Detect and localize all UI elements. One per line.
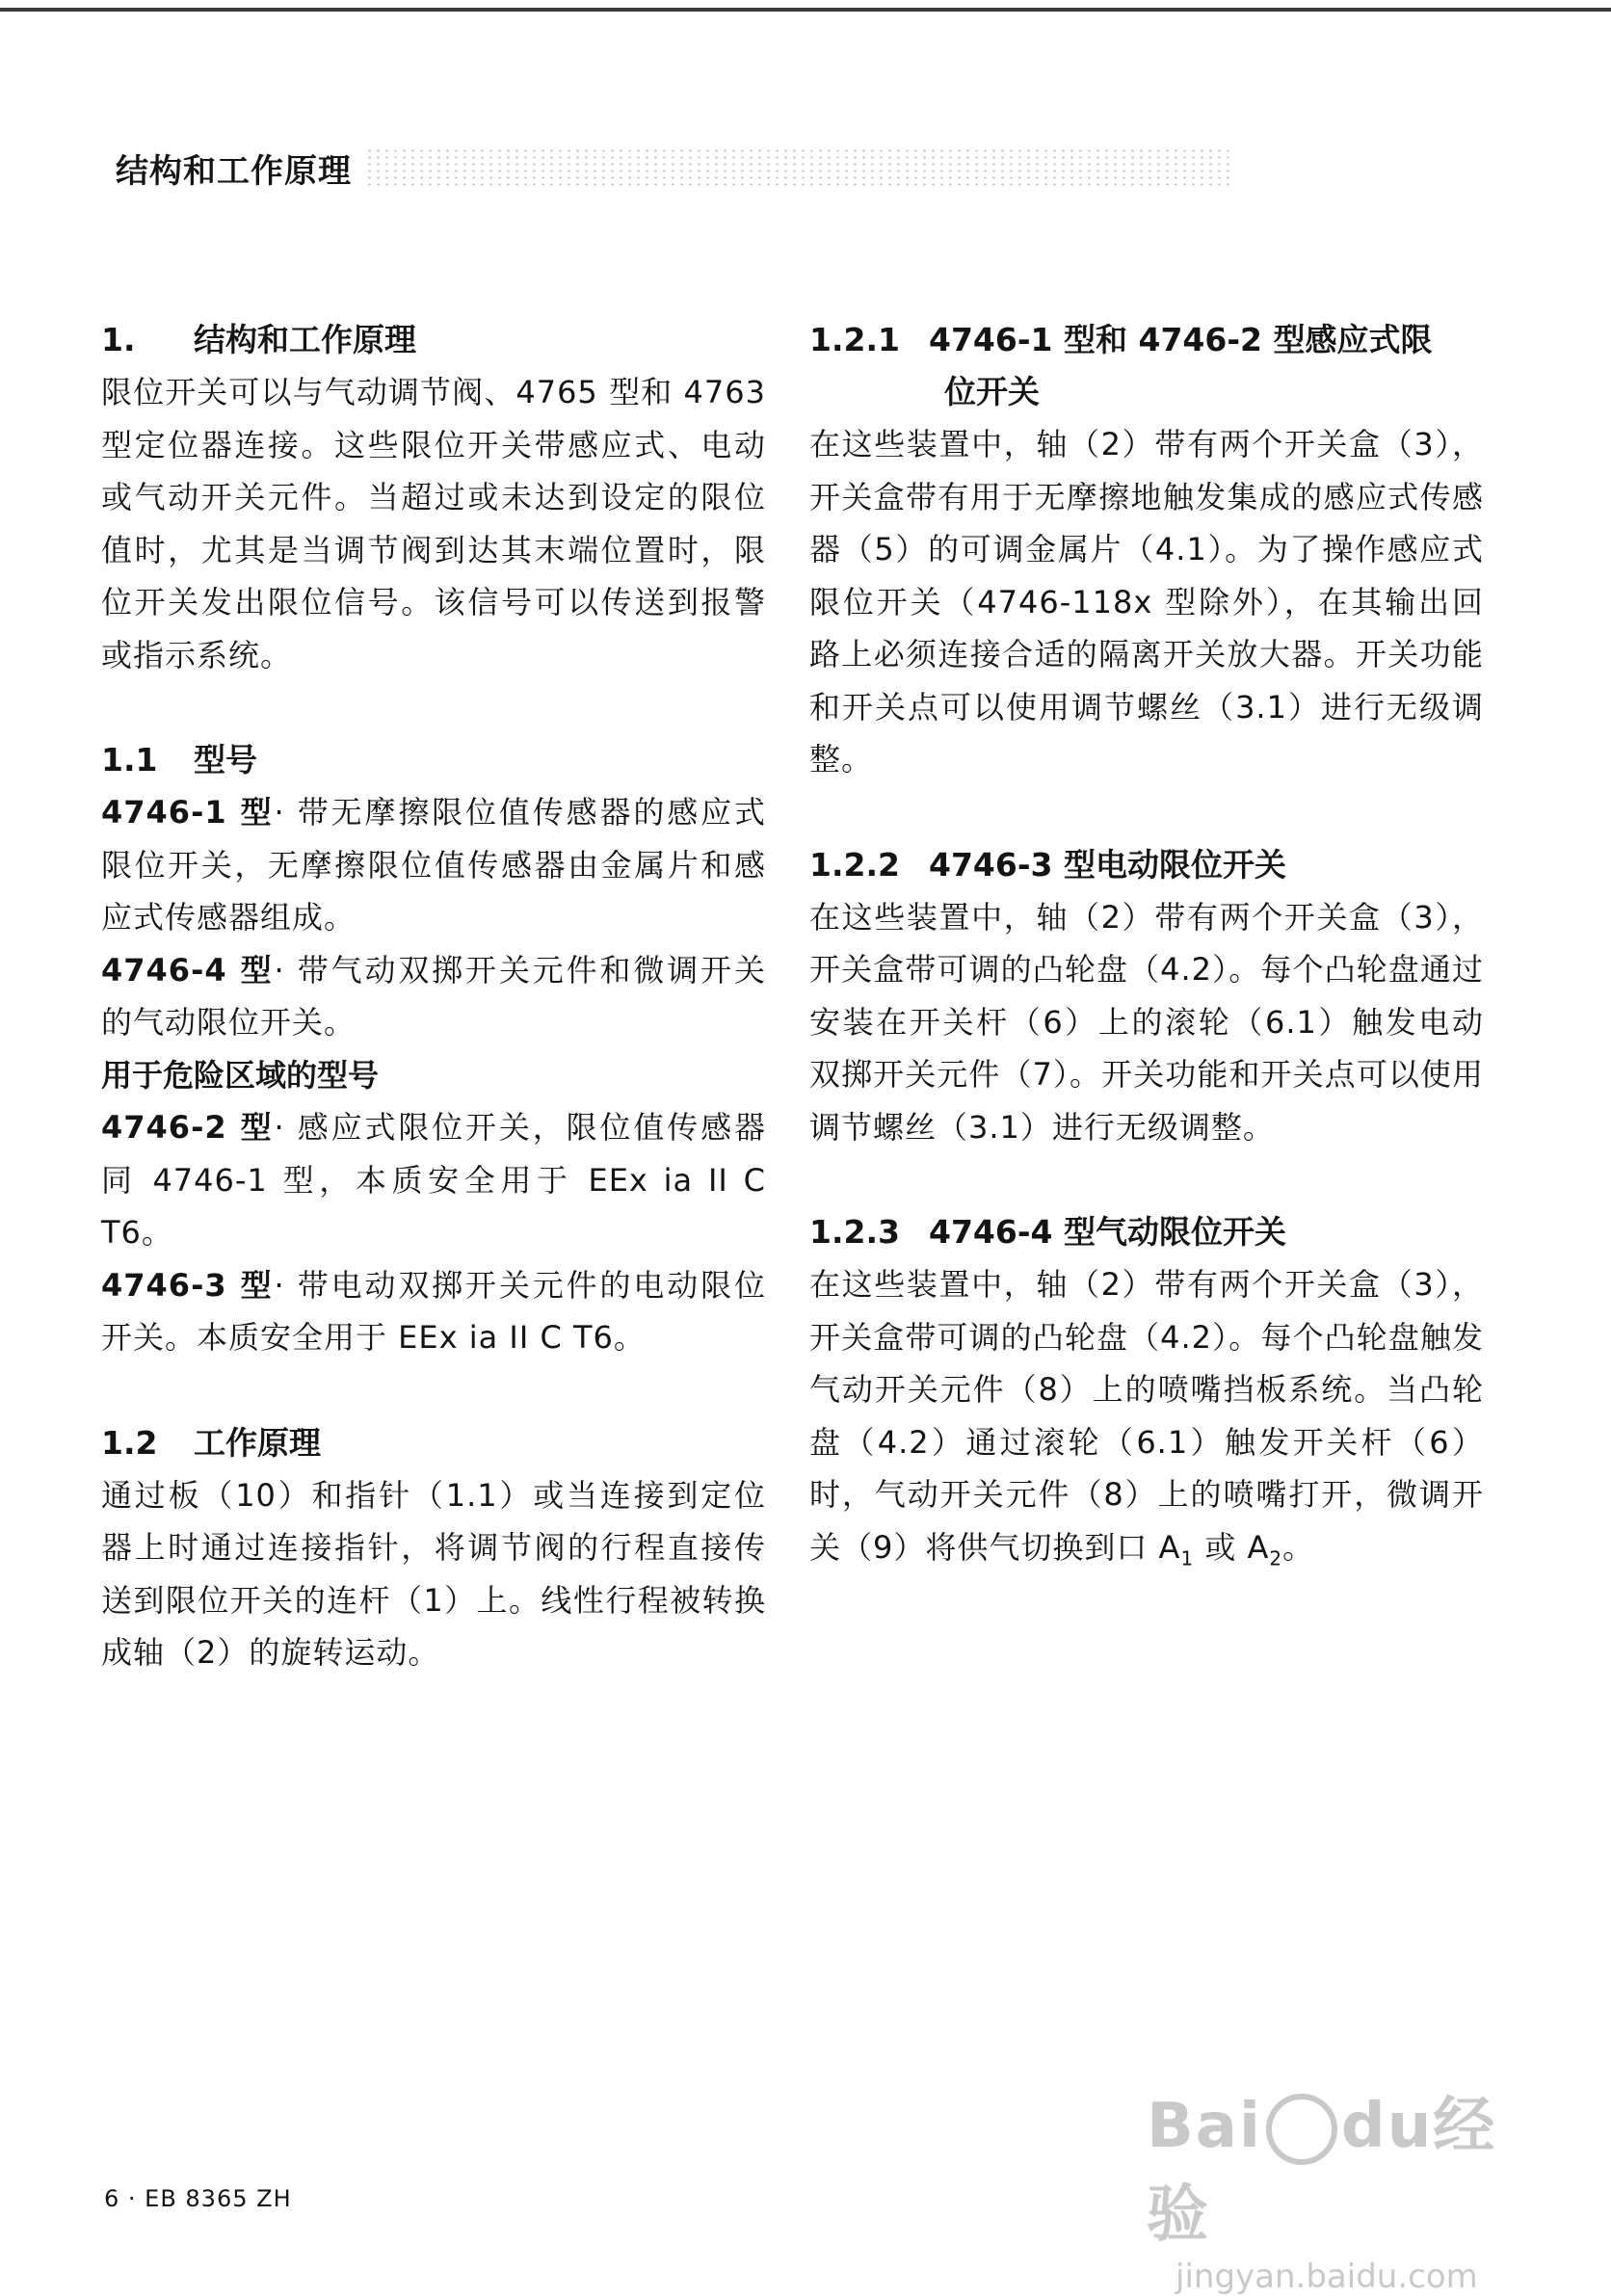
left-column	[101, 314, 766, 1679]
right-column	[809, 314, 1484, 1584]
paw-icon	[1266, 2094, 1337, 2165]
watermark-logo-b: du	[1340, 2091, 1434, 2162]
section-1-2-heading	[101, 1417, 766, 1469]
type-4746-1	[101, 786, 766, 944]
section-1-2-title: 工作原理	[194, 1423, 321, 1462]
type-4746-1-label: 4746-1 型	[101, 794, 275, 831]
section-1-1-title: 型号	[194, 741, 257, 779]
section-1-2-3-text: 在这些装置中，轴（2）带有两个开关盒（3），开关盒带可调的凸轮盘（4.2）。每个凸轮盘触发气动开关元件（8）上的喷嘴挡板系统。当凸轮盘（4.2）通过滚轮（6.1）触发开关杆（6）时，气动开关元件（8）上的喷嘴打开，微调开关（9）将供气切换到口 A	[809, 1266, 1484, 1566]
section-1-title: 结构和工作原理	[194, 321, 416, 358]
port-a2-subscript: 2	[1269, 1545, 1283, 1570]
header-noise	[365, 147, 1232, 190]
type-4746-4-text: · 带气动双掷开关元件和微调开关的气动限位开关。	[101, 951, 766, 1041]
hazard-area-title: 用于危险区域的型号	[101, 1056, 380, 1094]
section-1-2-2-body: 在这些装置中，轴（2）带有两个开关盒（3），开关盒带可调的凸轮盘（4.2）。每个凸轮盘通过安装在开关杆（6）上的滚轮（6.1）触发电动双掷开关元件（7）。开关功能和开关点可以使用调节螺丝（3.1）进行无级调整。	[809, 898, 1484, 1146]
section-1-2-number: 1.2	[101, 1423, 158, 1462]
section-1-2-3-body	[809, 1258, 1484, 1584]
type-4746-3-label: 4746-3 型	[101, 1266, 275, 1304]
type-4746-3-text: · 带电动双掷开关元件的电动限位开关。本质安全用于 EEx ia II C T6。	[101, 1266, 766, 1356]
port-a1-subscript: 1	[1180, 1545, 1195, 1570]
section-1-2-3-heading	[809, 1206, 1484, 1258]
section-1-number: 1.	[101, 321, 136, 358]
section-1-2-3-title: 4746-4 型气动限位开关	[929, 1213, 1286, 1251]
section-1-2-1-title-a: 4746-1 型和 4746-2 型感应式限	[929, 321, 1433, 358]
section-1-2-body: 通过板（10）和指针（1.1）或当连接到定位器上时通过连接指针，将调节阀的行程直接传送到限位开关的连杆（1）上。线性行程被转换成轴（2）的旋转运动。	[101, 1476, 766, 1671]
header-title: 结构和工作原理	[116, 152, 352, 191]
section-1-2-1-heading	[809, 314, 1484, 418]
watermark-logo-c: 经验	[1147, 2091, 1497, 2252]
watermark-url: jingyan.baidu.com	[1175, 2257, 1478, 2296]
section-1-2-3-number: 1.2.3	[809, 1213, 900, 1251]
section-1-2-3-or: 或 A	[1194, 1528, 1270, 1566]
baidu-watermark	[1147, 2076, 1532, 2296]
watermark-logo-a: Bai	[1147, 2091, 1262, 2162]
type-4746-1-text: · 带无摩擦限位值传感器的感应式限位开关，无摩擦限位值传感器由金属片和感应式传感器组成。	[101, 794, 766, 936]
section-1-2-2-number: 1.2.2	[809, 845, 900, 884]
section-1-heading	[101, 314, 766, 366]
section-1-2-3-end: 。	[1282, 1528, 1315, 1566]
section-1-2-1-number: 1.2.1	[809, 321, 900, 358]
type-4746-4-label: 4746-4 型	[101, 951, 275, 989]
top-rule	[0, 8, 1611, 12]
section-header	[116, 145, 1232, 192]
section-1-2-1-title-b: 位开关	[944, 373, 1040, 410]
type-4746-4	[101, 944, 766, 1049]
type-4746-3	[101, 1259, 766, 1364]
section-1-1-number: 1.1	[101, 741, 158, 779]
watermark-logo	[1147, 2076, 1532, 2254]
type-4746-2-label: 4746-2 型	[101, 1109, 275, 1146]
section-1-body: 限位开关可以与气动调节阀、4765 型和 4763 型定位器连接。这些限位开关带感应式、电动或气动开关元件。当超过或未达到设定的限位值时，尤其是当调节阀到达其末端位置时，限位开关发出限位信号。该信号可以传送到报警或指示系统。	[101, 374, 766, 673]
section-1-2-2-heading	[809, 839, 1484, 891]
type-4746-2	[101, 1101, 766, 1259]
type-4746-2-text: · 感应式限位开关，限位值传感器同 4746-1 型，本质安全用于 EEx ia II C T6。	[101, 1109, 766, 1251]
page-footer: 6 · EB 8365 ZH	[104, 2185, 292, 2212]
section-1-2-1-body: 在这些装置中，轴（2）带有两个开关盒（3），开关盒带有用于无摩擦地触发集成的感应式传感器（5）的可调金属片（4.1）。为了操作感应式限位开关（4746-118x 型除外），在其输出回路上必须连接合适的隔离开关放大器。开关功能和开关点可以使用调节螺丝（3.1）进行无级调整。	[809, 426, 1484, 778]
section-1-1-heading	[101, 734, 766, 786]
section-1-2-2-title: 4746-3 型电动限位开关	[929, 845, 1286, 884]
